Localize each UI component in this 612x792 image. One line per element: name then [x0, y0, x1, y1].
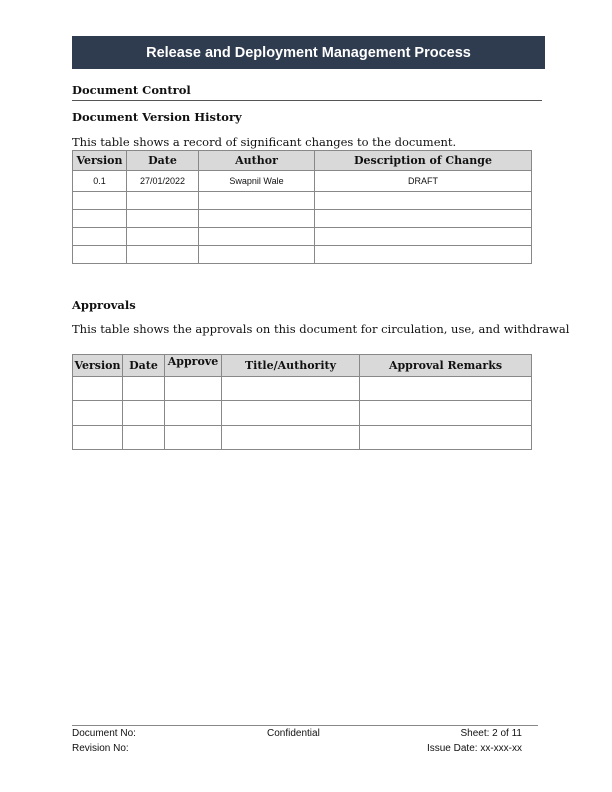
table-cell	[222, 377, 360, 401]
column-header: Version	[73, 355, 123, 377]
table-row	[73, 401, 532, 426]
version-history-intro: This table shows a record of significant changes to the document.	[72, 135, 457, 149]
table-row	[73, 192, 532, 210]
table-cell-version: 0.1	[73, 171, 127, 192]
table-cell	[199, 228, 315, 246]
table-cell	[165, 377, 222, 401]
heading-divider	[72, 100, 542, 101]
table-cell	[73, 377, 123, 401]
column-header: Date	[127, 151, 199, 171]
column-header: Approval Remarks	[360, 355, 532, 377]
document-number-label: Document No:	[72, 728, 136, 739]
table-cell-author: Swapnil Wale	[199, 171, 315, 192]
version-history-header-row	[73, 151, 532, 171]
table-cell	[315, 246, 532, 264]
column-header: Title/Authority	[222, 355, 360, 377]
table-row	[73, 228, 532, 246]
column-header: Approve	[165, 355, 222, 377]
table-cell	[165, 426, 222, 450]
table-cell	[123, 377, 165, 401]
table-cell-description: DRAFT	[315, 171, 532, 192]
footer-line-1	[72, 728, 538, 742]
table-cell	[73, 246, 127, 264]
table-cell-date: 27/01/2022	[127, 171, 199, 192]
table-cell	[199, 192, 315, 210]
table-cell	[127, 210, 199, 228]
table-cell	[73, 192, 127, 210]
approvals-heading: Approvals	[72, 298, 136, 312]
version-history-heading: Document Version History	[72, 110, 242, 124]
footer-line-2	[72, 743, 538, 757]
issue-date: Issue Date: xx-xxx-xx	[426, 743, 522, 754]
table-row	[73, 171, 532, 192]
approvals-table	[72, 354, 532, 450]
document-title-bar	[72, 36, 545, 69]
table-cell	[315, 192, 532, 210]
table-cell	[222, 426, 360, 450]
version-history-table	[72, 150, 532, 264]
revision-number-label: Revision No:	[72, 743, 129, 754]
approvals-header-row	[73, 355, 532, 377]
table-cell	[199, 210, 315, 228]
table-cell	[73, 210, 127, 228]
table-cell	[360, 377, 532, 401]
footer-divider	[72, 725, 538, 726]
sheet-number: Sheet: 2 of 11	[460, 728, 522, 739]
table-row	[73, 210, 532, 228]
column-header: Version	[73, 151, 127, 171]
document-title: Release and Deployment Management Process	[146, 44, 471, 61]
table-cell	[73, 228, 127, 246]
table-row	[73, 377, 532, 401]
table-cell	[123, 426, 165, 450]
table-cell	[315, 228, 532, 246]
table-cell	[73, 426, 123, 450]
column-header: Description of Change	[315, 151, 532, 171]
document-control-heading: Document Control	[72, 83, 191, 97]
table-cell	[123, 401, 165, 426]
table-row	[73, 246, 532, 264]
table-cell	[127, 228, 199, 246]
approvals-intro: This table shows the approvals on this document for circulation, use, and withdrawal	[72, 322, 570, 336]
table-cell	[199, 246, 315, 264]
table-cell	[222, 401, 360, 426]
table-row	[73, 426, 532, 450]
table-cell	[127, 192, 199, 210]
table-cell	[127, 246, 199, 264]
table-cell	[165, 401, 222, 426]
table-cell	[360, 426, 532, 450]
column-header: Author	[199, 151, 315, 171]
table-cell	[73, 401, 123, 426]
table-cell	[360, 401, 532, 426]
table-cell	[315, 210, 532, 228]
confidentiality-label: Confidential	[267, 728, 320, 739]
column-header: Date	[123, 355, 165, 377]
